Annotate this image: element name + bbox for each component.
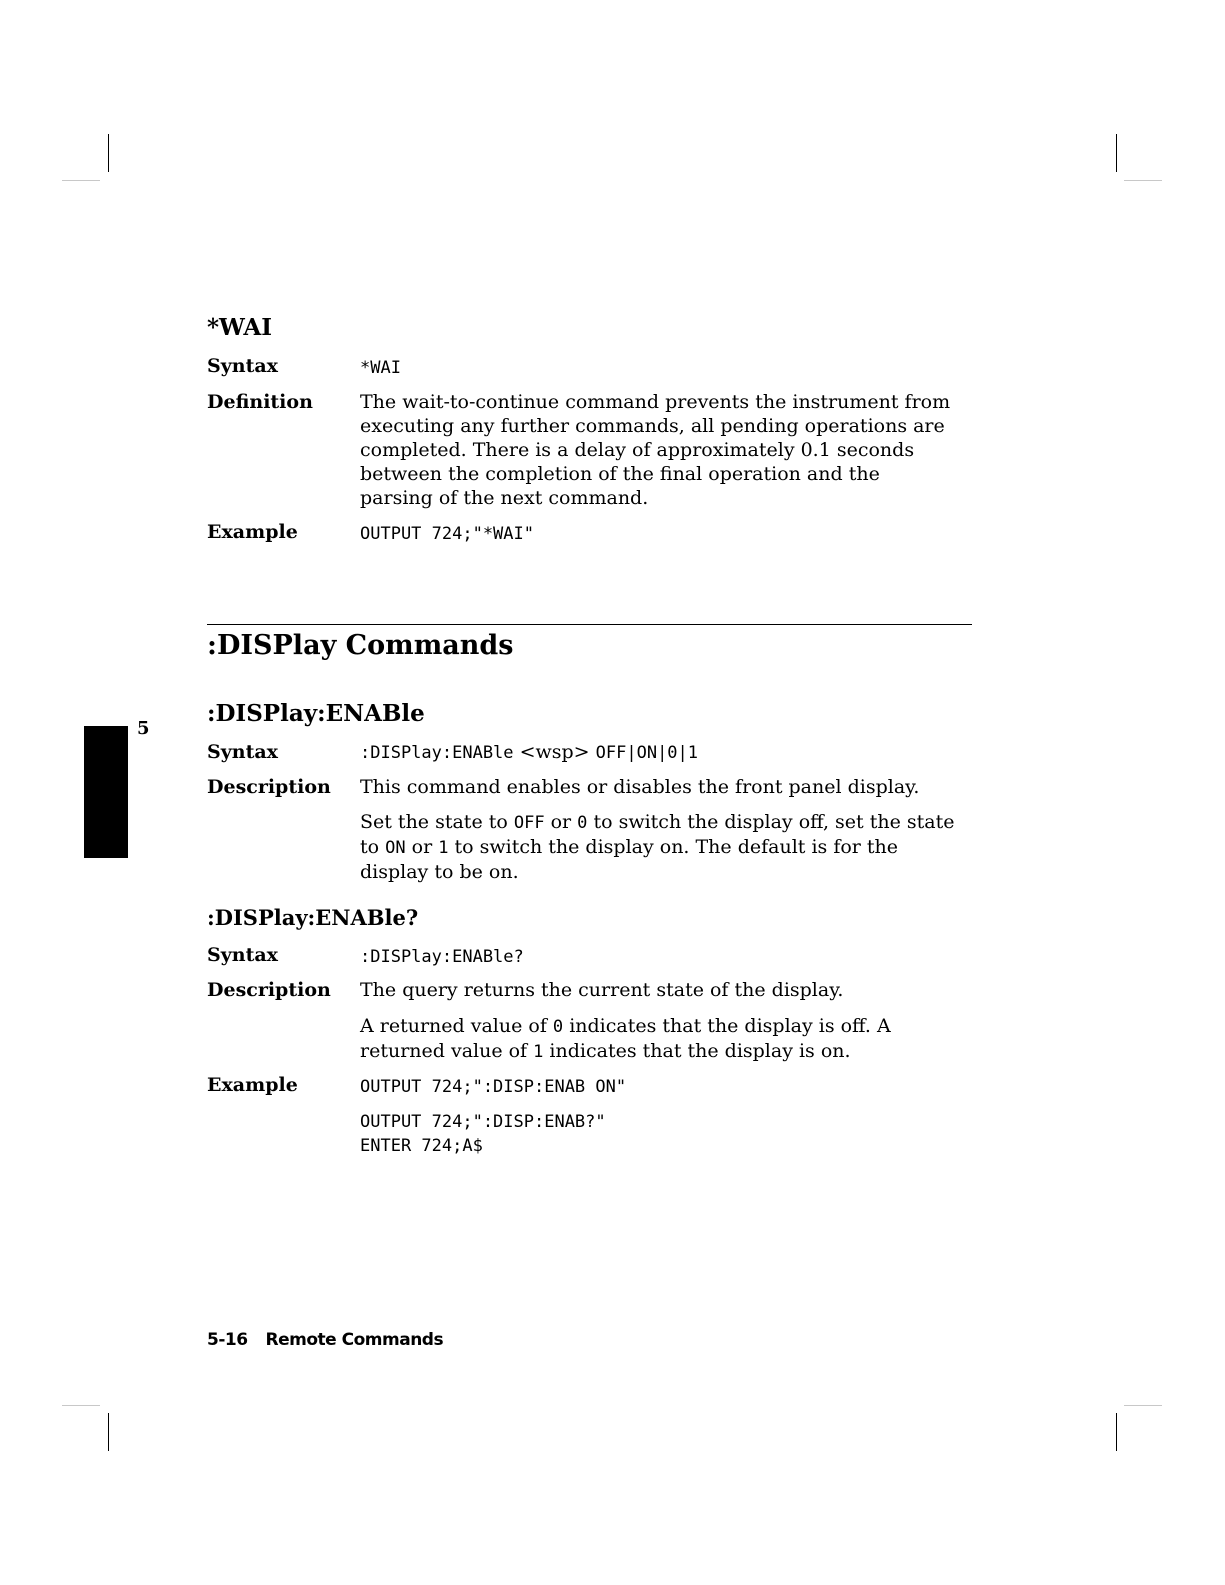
enable-query-example-2b: ENTER 724;A$ (360, 1136, 483, 1156)
text: Set the state to (360, 811, 514, 833)
code-off: OFF (513, 813, 545, 833)
enable-heading: :DISPlay:ENABle (207, 700, 425, 727)
wai-definition: The wait-to-continue command prevents the instrument from executing any further commands, all pending operations are completed. There is a delay of approximately 0.1 seconds between the completion of the final operation and the parsing of the next command. (360, 391, 951, 509)
enable-query-description-1: The query returns the current state of the display. (360, 979, 844, 1001)
enable-query-example-1: OUTPUT 724;":DISP:ENAB ON" (360, 1077, 627, 1097)
text: or (405, 836, 439, 858)
page-footer (207, 1330, 443, 1350)
wai-definition-label: Definition (207, 391, 313, 413)
text: to switch the display off, set the state to (360, 811, 955, 858)
enable-query-syntax-label: Syntax (207, 944, 278, 966)
crop-mark-bottom-left-h (62, 1405, 100, 1406)
crop-mark-bottom-right (1116, 1413, 1117, 1451)
code-zero: 0 (577, 813, 588, 833)
wai-heading: *WAI (207, 314, 272, 341)
code-on: ON (385, 838, 406, 858)
enable-syntax-command: :DISPlay:ENABle (360, 743, 514, 763)
wai-syntax: *WAI (360, 358, 401, 378)
text: or (544, 811, 578, 833)
enable-syntax-wsp: <wsp> (519, 741, 590, 763)
footer-title: Remote Commands (265, 1330, 444, 1350)
enable-query-syntax: :DISPlay:ENABle? (360, 947, 524, 967)
wai-syntax-label: Syntax (207, 355, 278, 377)
section-rule (207, 624, 972, 625)
crop-mark-top-left (108, 134, 109, 172)
page-number: 5-16 (207, 1330, 248, 1350)
chapter-tab (84, 726, 128, 858)
text: indicates that the display is on. (543, 1040, 851, 1062)
enable-query-description-label: Description (207, 979, 331, 1001)
crop-mark-top-left-h (62, 180, 100, 181)
enable-syntax (360, 740, 960, 765)
enable-query-heading: :DISPlay:ENABle? (207, 905, 419, 930)
enable-description-label: Description (207, 776, 331, 798)
wai-example: OUTPUT 724;"*WAI" (360, 524, 534, 544)
text: to switch the display on. The default is for the display to be on. (360, 836, 899, 883)
wai-example-label: Example (207, 521, 298, 543)
crop-mark-bottom-right-h (1124, 1405, 1162, 1406)
display-section-heading: :DISPlay Commands (207, 630, 514, 661)
enable-query-example-label: Example (207, 1074, 298, 1096)
code-zero: 0 (552, 1017, 564, 1037)
enable-syntax-label: Syntax (207, 741, 278, 763)
crop-mark-bottom-left (108, 1413, 109, 1451)
enable-query-example-2a: OUTPUT 724;":DISP:ENAB?" (360, 1112, 606, 1132)
text: indicates that the display is off. A returned value of (360, 1015, 891, 1062)
crop-mark-top-right-h (1124, 180, 1162, 181)
crop-mark-top-right (1116, 134, 1117, 172)
enable-description-1: This command enables or disables the front panel display. (360, 776, 920, 798)
enable-description-2 (360, 810, 960, 884)
code-one: 1 (438, 838, 449, 858)
text: A returned value of (360, 1015, 553, 1037)
enable-syntax-args: OFF|ON|0|1 (595, 743, 699, 763)
chapter-tab-number: 5 (137, 718, 150, 739)
code-one: 1 (533, 1042, 544, 1062)
enable-query-description-2 (360, 1014, 920, 1064)
